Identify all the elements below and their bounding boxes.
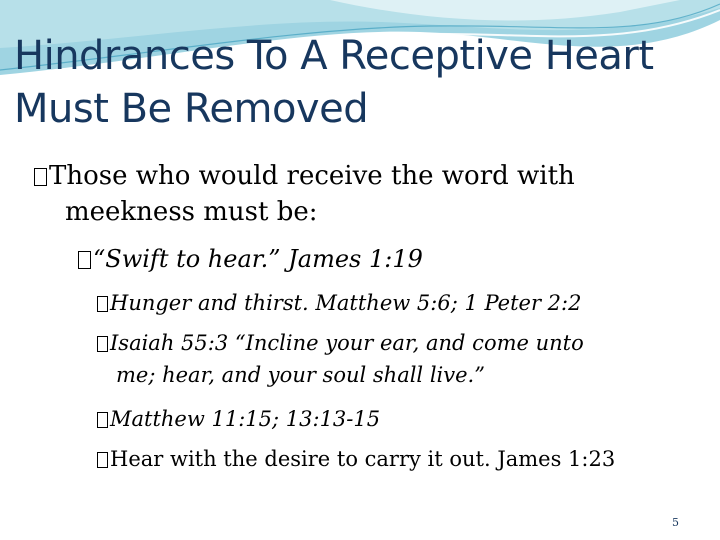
title-line-1: Hindrances To A Receptive Heart bbox=[14, 33, 654, 79]
bullet-level3 bbox=[97, 444, 615, 474]
bullet-text: Hear with the desire to carry it out. James 1:23 bbox=[110, 447, 616, 471]
bullet-box-icon bbox=[78, 251, 91, 269]
title-line-2: Must Be Removed bbox=[14, 86, 369, 132]
bullet-box-icon bbox=[97, 336, 108, 352]
bullet-level3 bbox=[97, 404, 380, 434]
bullet-level3-continuation: me; hear, and your soul shall live.” bbox=[116, 363, 485, 387]
bullet-level3 bbox=[97, 288, 581, 318]
bullet-level1 bbox=[34, 160, 575, 193]
bullet-text: Isaiah 55:3 “Incline your ear, and come unto bbox=[110, 331, 584, 355]
page-number: 5 bbox=[672, 516, 679, 529]
slide-title bbox=[14, 30, 714, 136]
bullet-box-icon bbox=[34, 168, 47, 186]
bullet-text: Matthew 11:15; 13:13-15 bbox=[110, 407, 381, 431]
bullet-level3 bbox=[97, 328, 584, 358]
bullet-level2 bbox=[78, 243, 423, 276]
bullet-text: Hunger and thirst. Matthew 5:6; 1 Peter 2:2 bbox=[110, 291, 582, 315]
bullet-box-icon bbox=[97, 296, 108, 312]
bullet-level1-continuation: meekness must be: bbox=[65, 197, 318, 227]
bullet-box-icon bbox=[97, 412, 108, 428]
bullet-box-icon bbox=[97, 452, 108, 468]
bullet-text: “Swift to hear.” James 1:19 bbox=[93, 245, 423, 273]
bullet-text: Those who would receive the word with bbox=[49, 161, 575, 191]
